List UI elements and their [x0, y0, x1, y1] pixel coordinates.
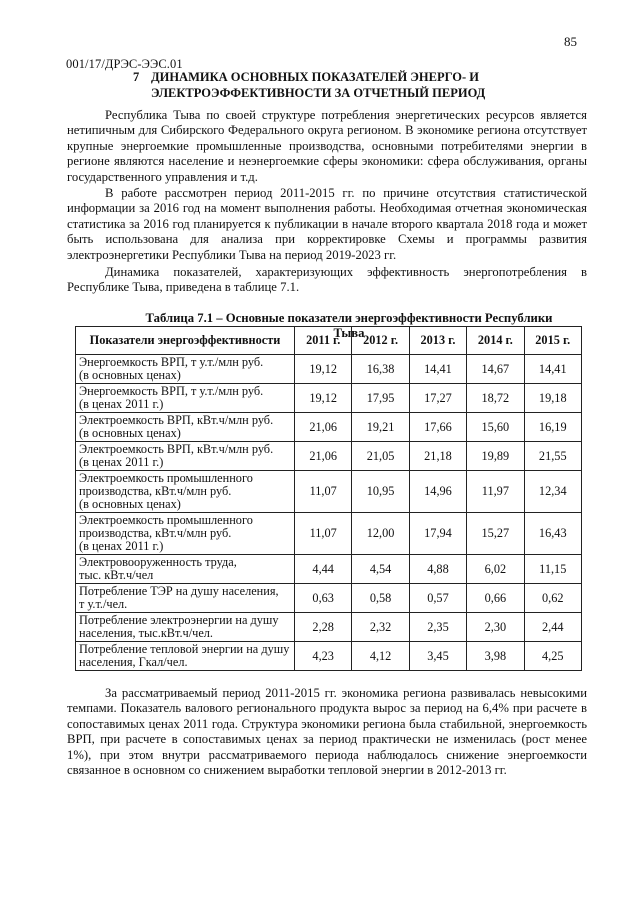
value-cell: 3,98	[467, 642, 524, 671]
value-cell: 2,35	[409, 613, 466, 642]
table-caption: Таблица 7.1 – Основные показатели энергоэффективности Республики Тыва	[145, 311, 553, 340]
indicator-cell	[76, 471, 295, 513]
value-cell: 17,95	[352, 384, 409, 413]
value-cell: 18,72	[467, 384, 524, 413]
value-cell: 15,27	[467, 513, 524, 555]
value-cell: 3,45	[409, 642, 466, 671]
table-row	[76, 384, 582, 413]
table-row	[76, 555, 582, 584]
table-row	[76, 513, 582, 555]
value-cell: 15,60	[467, 413, 524, 442]
value-cell: 4,12	[352, 642, 409, 671]
indicator-line: Энергоемкость ВРП, т у.т./млн руб.	[79, 355, 264, 369]
indicator-cell	[76, 355, 295, 384]
indicator-line: Потребление электроэнергии на душу	[79, 613, 279, 627]
indicator-line: (в основных ценах)	[79, 426, 181, 440]
value-cell: 2,32	[352, 613, 409, 642]
value-cell: 14,96	[409, 471, 466, 513]
value-cell: 4,23	[295, 642, 352, 671]
indicator-line: Электроемкость промышленного	[79, 513, 253, 527]
indicator-line: (в основных ценах)	[79, 368, 181, 382]
value-cell: 19,89	[467, 442, 524, 471]
value-cell: 4,88	[409, 555, 466, 584]
value-cell: 2,44	[524, 613, 581, 642]
table-row	[76, 642, 582, 671]
table-row	[76, 613, 582, 642]
value-cell: 2,30	[467, 613, 524, 642]
value-cell: 2,28	[295, 613, 352, 642]
value-cell: 4,44	[295, 555, 352, 584]
value-cell: 19,21	[352, 413, 409, 442]
value-cell: 0,66	[467, 584, 524, 613]
value-cell: 21,18	[409, 442, 466, 471]
value-cell: 0,57	[409, 584, 466, 613]
indicator-line: (в ценах 2011 г.)	[79, 455, 164, 469]
table-row	[76, 471, 582, 513]
value-cell: 14,67	[467, 355, 524, 384]
value-cell: 14,41	[524, 355, 581, 384]
value-cell: 16,43	[524, 513, 581, 555]
column-header: 2012 г.	[352, 327, 409, 355]
indicator-line: производства, кВт.ч/млн руб.	[79, 484, 232, 498]
value-cell: 17,27	[409, 384, 466, 413]
value-cell: 10,95	[352, 471, 409, 513]
table-row	[76, 355, 582, 384]
value-cell: 11,07	[295, 471, 352, 513]
section-number: 7	[133, 70, 140, 84]
value-cell: 11,97	[467, 471, 524, 513]
section-heading	[133, 70, 553, 101]
indicator-cell	[76, 442, 295, 471]
section-title-line2: ЭЛЕКТРОЭФФЕКТИВНОСТИ ЗА ОТЧЕТНЫЙ ПЕРИОД	[151, 85, 486, 100]
value-cell: 11,07	[295, 513, 352, 555]
indicator-cell	[76, 384, 295, 413]
value-cell: 16,38	[352, 355, 409, 384]
indicator-line: Потребление тепловой энергии на душу	[79, 642, 290, 656]
paragraph-2: В работе рассмотрен период 2011-2015 гг. по причине отсутствия статистической информации за 2016 год на момент выполнения работы. Необходимая отчетная экономическая статистика за 2016 год планируется к публикации в начале второго квартала 2018 года и может быть использована для анализа при корректировке Схемы и программы развития электроэнергетики Республики Тыва на период 2019-2023 гг.	[67, 186, 587, 262]
paragraph-1: Республика Тыва по своей структуре потребления энергетических ресурсов является нетипичным для Сибирского Федерального округа регионом. В экономике региона отсутствует крупные энергоемкие промышленные производства, основными потребителями энергии в регионе являются население и неэнергоемкие сферы экономики: сфера обслуживания, органы государственного управления и т.д.	[67, 108, 587, 184]
section-title-line1: ДИНАМИКА ОСНОВНЫХ ПОКАЗАТЕЛЕЙ ЭНЕРГО- И	[151, 70, 479, 84]
paragraph-3: Динамика показателей, характеризующих эффективность энергопотребления в Республике Тыва, приведена в таблице 7.1.	[67, 265, 587, 295]
paragraph-4: За рассматриваемый период 2011-2015 гг. экономика региона развивалась невысокими темпами. Показатель валового регионального продукта вырос за период на 6,4% при расчете в сопоставимых ценах 2011 года. Структура экономики региона была стабильной, энергоемкость ВРП, при расчете в сопоставимых ценах за период практически не изменилась (рост менее 1%), при этом внутри рассматриваемого периода наблюдалось снижение энергоемкости связанное в основном со снижением выработки тепловой энергии в 2012-2013 гг.	[67, 686, 587, 778]
column-header: Показатели энергоэффективности	[76, 327, 295, 355]
indicator-line: (в основных ценах)	[79, 497, 181, 511]
table-row	[76, 584, 582, 613]
table-header-row	[76, 327, 582, 355]
value-cell: 14,41	[409, 355, 466, 384]
indicator-line: тыс. кВт.ч/чел	[79, 568, 154, 582]
value-cell: 0,63	[295, 584, 352, 613]
value-cell: 21,05	[352, 442, 409, 471]
indicator-line: Электроемкость ВРП, кВт.ч/млн руб.	[79, 442, 274, 456]
indicator-line: Электровооруженность труда,	[79, 555, 237, 569]
value-cell: 4,54	[352, 555, 409, 584]
table-row	[76, 442, 582, 471]
value-cell: 21,06	[295, 413, 352, 442]
indicator-cell	[76, 413, 295, 442]
value-cell: 6,02	[467, 555, 524, 584]
indicator-cell	[76, 613, 295, 642]
column-header: 2014 г.	[467, 327, 524, 355]
document-code: 001/17/ДРЭС-ЭЭС.01	[66, 57, 183, 71]
value-cell: 19,12	[295, 384, 352, 413]
indicator-line: Электроемкость промышленного	[79, 471, 253, 485]
value-cell: 0,62	[524, 584, 581, 613]
indicator-line: Энергоемкость ВРП, т у.т./млн руб.	[79, 384, 264, 398]
value-cell: 12,34	[524, 471, 581, 513]
indicator-line: населения, тыс.кВт.ч/чел.	[79, 626, 213, 640]
value-cell: 21,55	[524, 442, 581, 471]
indicator-cell	[76, 642, 295, 671]
indicator-line: (в ценах 2011 г.)	[79, 397, 164, 411]
indicator-line: Электроемкость ВРП, кВт.ч/млн руб.	[79, 413, 274, 427]
column-header: 2015 г.	[524, 327, 581, 355]
column-header: 2011 г.	[295, 327, 352, 355]
table-body	[76, 355, 582, 671]
value-cell: 12,00	[352, 513, 409, 555]
value-cell: 19,18	[524, 384, 581, 413]
value-cell: 17,66	[409, 413, 466, 442]
value-cell: 4,25	[524, 642, 581, 671]
energy-efficiency-table	[75, 326, 582, 671]
table-row	[76, 413, 582, 442]
indicator-line: (в ценах 2011 г.)	[79, 539, 164, 553]
value-cell: 16,19	[524, 413, 581, 442]
indicator-line: т у.т./чел.	[79, 597, 128, 611]
value-cell: 21,06	[295, 442, 352, 471]
page-number: 85	[564, 34, 577, 49]
value-cell: 0,58	[352, 584, 409, 613]
column-header: 2013 г.	[409, 327, 466, 355]
indicator-cell	[76, 584, 295, 613]
indicator-cell	[76, 555, 295, 584]
indicator-line: населения, Гкал/чел.	[79, 655, 188, 669]
indicator-line: Потребление ТЭР на душу населения,	[79, 584, 279, 598]
value-cell: 17,94	[409, 513, 466, 555]
value-cell: 19,12	[295, 355, 352, 384]
indicator-line: производства, кВт.ч/млн руб.	[79, 526, 232, 540]
value-cell: 11,15	[524, 555, 581, 584]
indicator-cell	[76, 513, 295, 555]
